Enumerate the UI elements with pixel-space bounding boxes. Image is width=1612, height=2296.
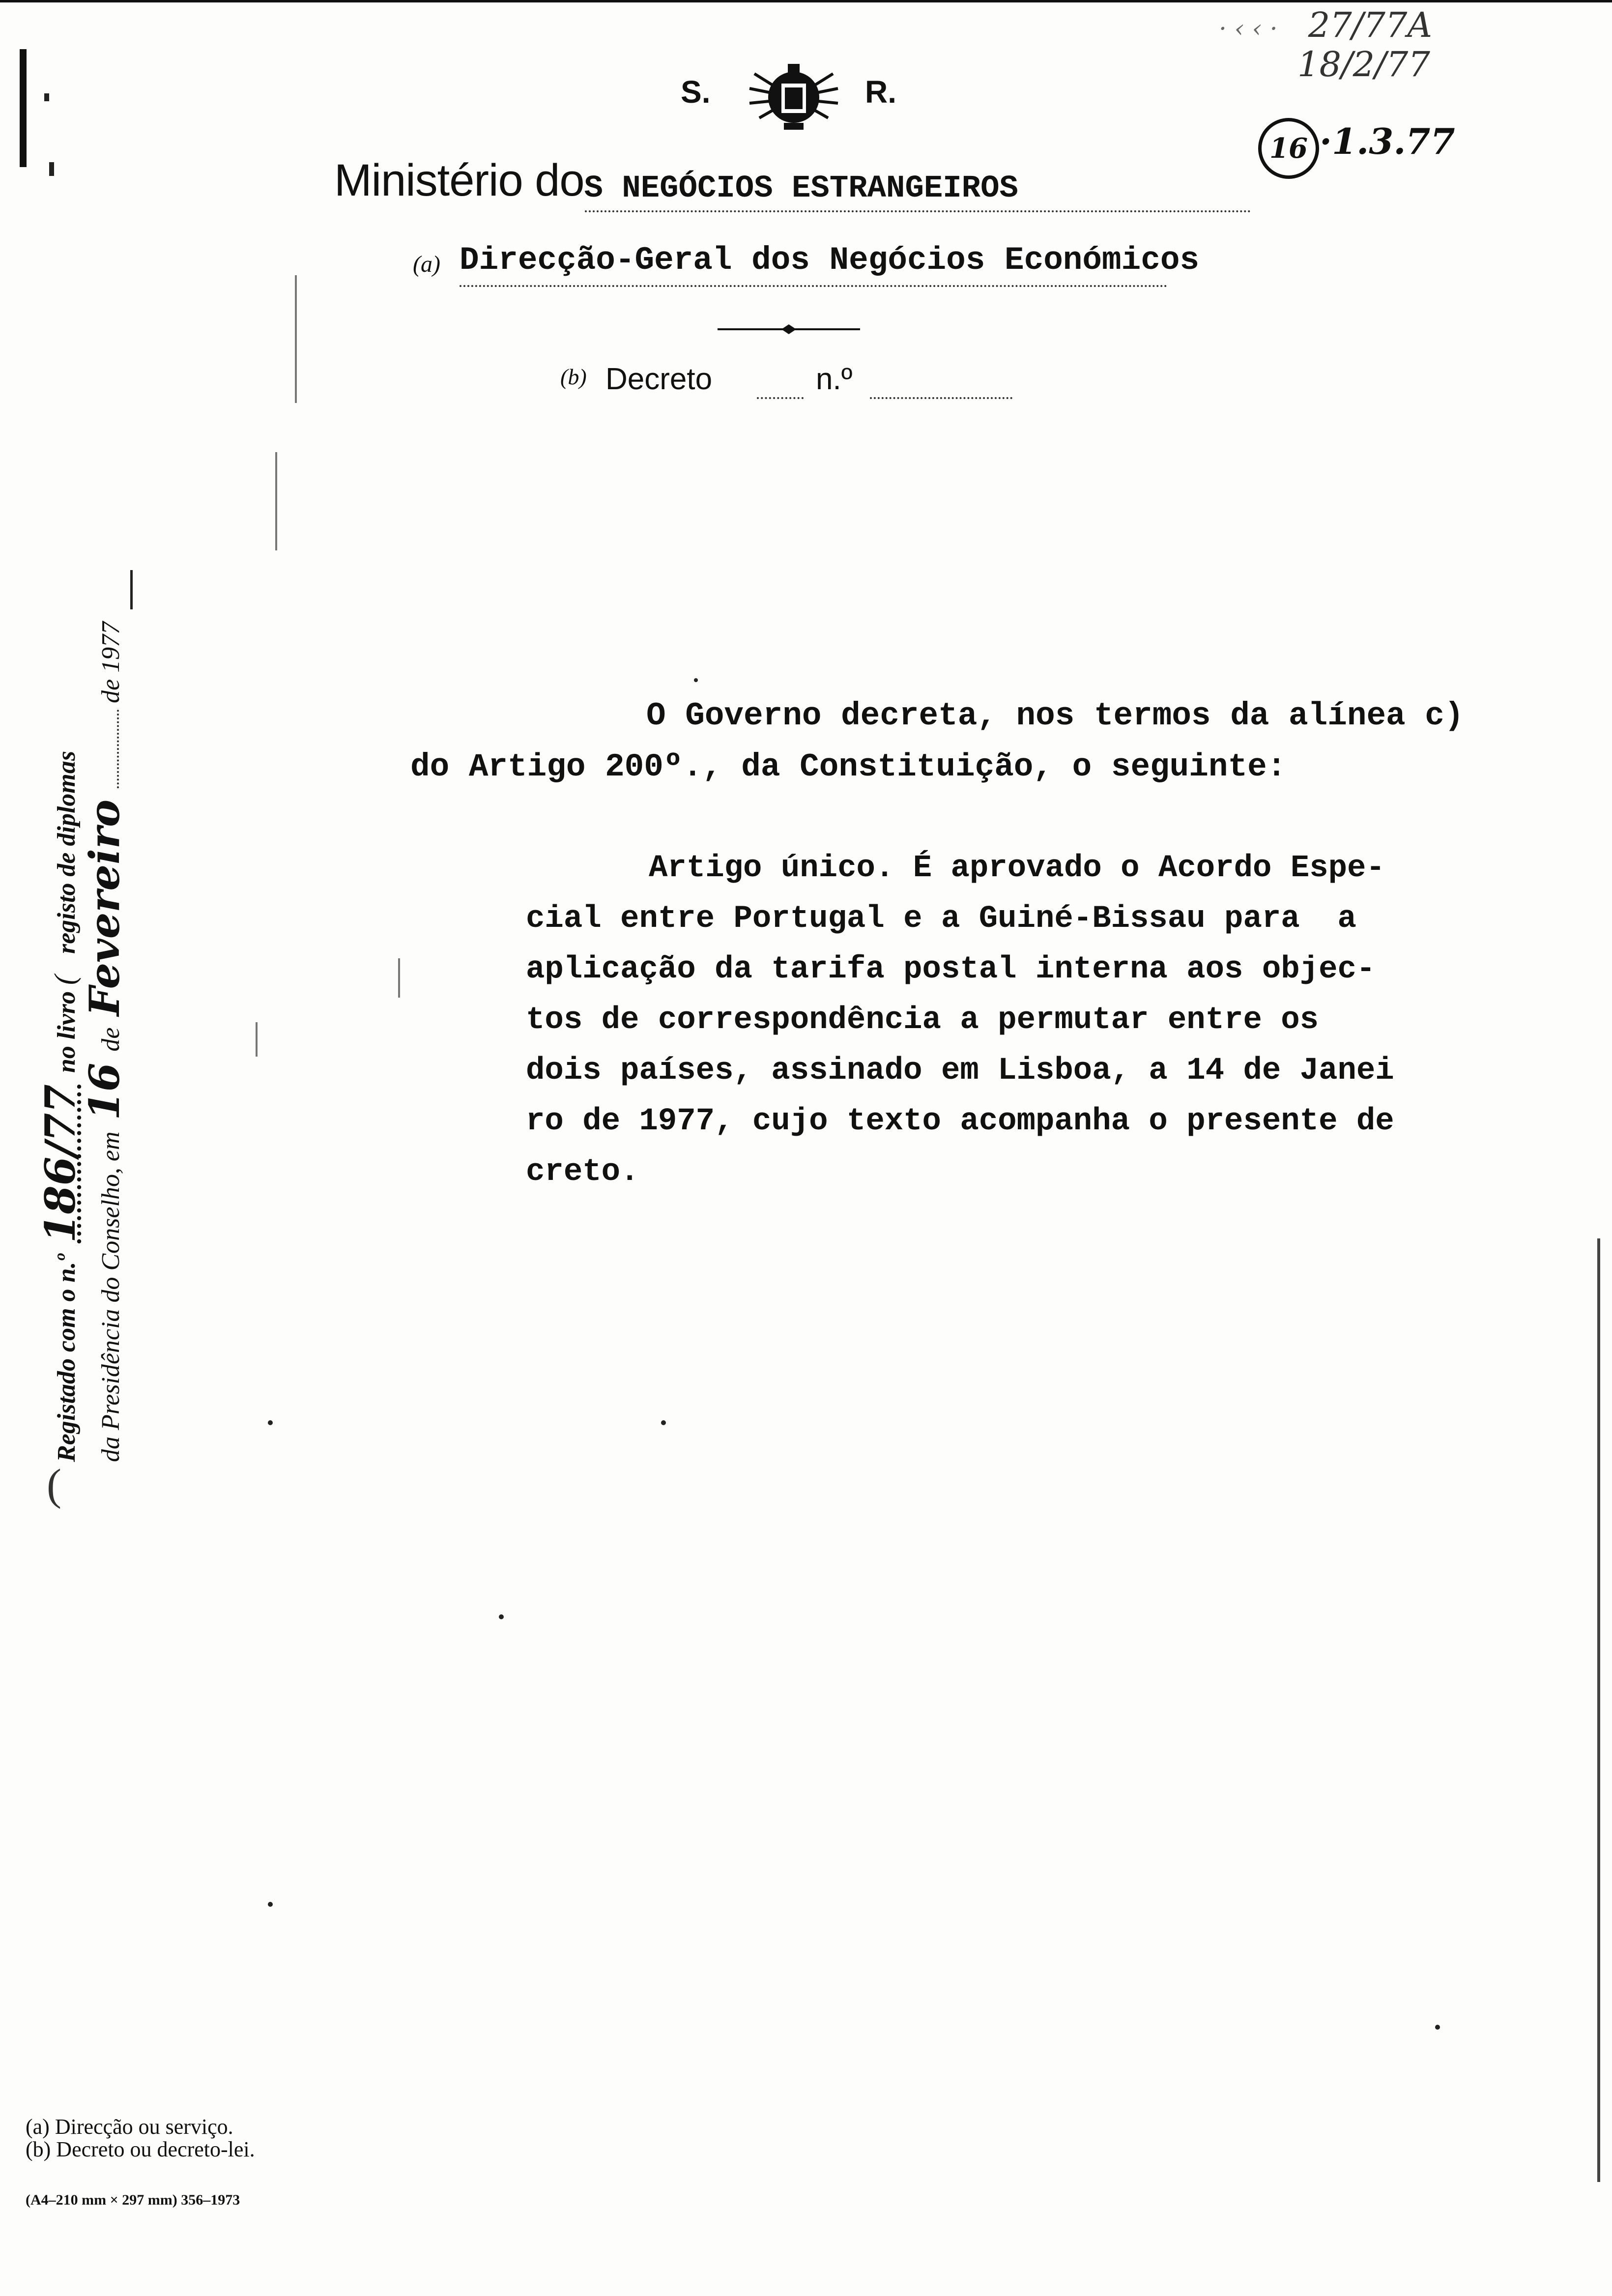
direction-name: Direcção-Geral dos Negócios Económicos xyxy=(460,242,1200,279)
decree-number-label: n.º xyxy=(816,362,853,396)
scan-speck xyxy=(1435,2025,1440,2030)
decree-marker: (b) xyxy=(560,364,587,389)
footnote-a: (a) Direcção ou serviço. xyxy=(26,2115,233,2139)
decree-number-blank xyxy=(870,397,1012,399)
ornamental-divider xyxy=(718,323,860,335)
direction-dotted-line xyxy=(460,285,1167,287)
registration-day: 16 xyxy=(80,1062,129,1120)
registration-stamp xyxy=(36,528,129,1462)
registration-prefix: Registado com o n.º xyxy=(53,1254,81,1462)
scan-speck xyxy=(499,1614,504,1619)
intro-line-2: do Artigo 200º., da Constituição, o seguinte: xyxy=(410,748,1287,785)
article-line-1: Artigo único. É aprovado o Acordo Espe- xyxy=(649,851,1385,886)
scan-speck xyxy=(661,1420,666,1425)
article-line-5: dois países, assinado em Lisboa, a 14 de Janei xyxy=(526,1053,1394,1089)
registration-book-label: no livro xyxy=(53,991,81,1073)
header-s-letter: S. xyxy=(681,74,711,110)
scan-artifact xyxy=(275,452,277,550)
handwritten-reference xyxy=(1219,5,1432,45)
ministry-dotted-line xyxy=(585,210,1251,212)
article-line-4: tos de correspondência a permutar entre os xyxy=(526,1003,1319,1038)
decree-type-blank xyxy=(757,397,804,399)
coat-of-arms-emblem xyxy=(745,54,843,138)
registration-line-2 xyxy=(81,528,128,1462)
binding-mark-dot xyxy=(49,162,54,176)
article-line-7: creto. xyxy=(526,1154,639,1190)
circled-number-stamp xyxy=(1258,118,1319,179)
direction-marker: (a) xyxy=(413,251,440,277)
scan-speck xyxy=(694,678,698,682)
scan-artifact xyxy=(295,275,297,403)
handwritten-illegible-mark: · ‹ ‹ · xyxy=(1219,14,1278,43)
article-paragraph xyxy=(526,843,1509,1198)
scan-speck xyxy=(268,1420,273,1425)
scan-edge-artifact xyxy=(1597,1238,1600,2182)
binding-mark xyxy=(20,49,27,167)
footnotes xyxy=(26,2116,255,2161)
header-r-letter: R. xyxy=(865,74,896,110)
handwritten-date: 18/2/77 xyxy=(1297,44,1430,85)
scan-speck xyxy=(268,1902,273,1907)
form-reference: (A4–210 mm × 297 mm) 356–1973 xyxy=(26,2192,240,2208)
handwritten-reference-number: 27/77A xyxy=(1308,5,1433,45)
footnote-b: (b) Decreto ou decreto-lei. xyxy=(26,2137,255,2161)
article-line-3: aplicação da tarifa postal interna aos objec- xyxy=(526,952,1376,987)
ministry-suffix: S NEGÓCIOS ESTRANGEIROS xyxy=(584,171,1018,206)
article-line-2: cial entre Portugal e a Guiné-Bissau para a xyxy=(526,901,1356,937)
decree-word: Decreto xyxy=(605,362,713,396)
intro-line-1: O Governo decreta, nos termos da alínea c) xyxy=(646,697,1464,734)
circled-date: ·1.3.77 xyxy=(1320,120,1455,162)
ministry-heading xyxy=(334,155,1251,214)
registration-paren: ( xyxy=(49,975,81,985)
stamp-bracket: ( xyxy=(47,1461,61,1509)
stamp-dotted-bar xyxy=(130,570,133,609)
top-border-line xyxy=(0,0,1612,2)
registration-year: de 1977 xyxy=(97,621,125,703)
ministry-prefix: Ministério do xyxy=(334,155,584,205)
scan-artifact xyxy=(398,958,400,998)
registration-council: da Presidência do Conselho, em xyxy=(97,1131,125,1462)
binding-mark-dot xyxy=(44,93,49,101)
scan-artifact xyxy=(256,1022,258,1057)
registration-de: de xyxy=(97,1027,125,1052)
registration-month: Fevereiro xyxy=(80,799,129,1016)
registration-year-blank xyxy=(117,710,119,788)
registration-line-1 xyxy=(36,528,85,1462)
article-line-6: ro de 1977, cujo texto acompanha o presente de xyxy=(526,1104,1394,1139)
circled-number: 16 xyxy=(1269,132,1308,165)
registration-number: 186/77 xyxy=(36,1084,85,1243)
registration-suffix: registo de diplomas xyxy=(53,750,81,954)
intro-paragraph xyxy=(410,690,1516,793)
